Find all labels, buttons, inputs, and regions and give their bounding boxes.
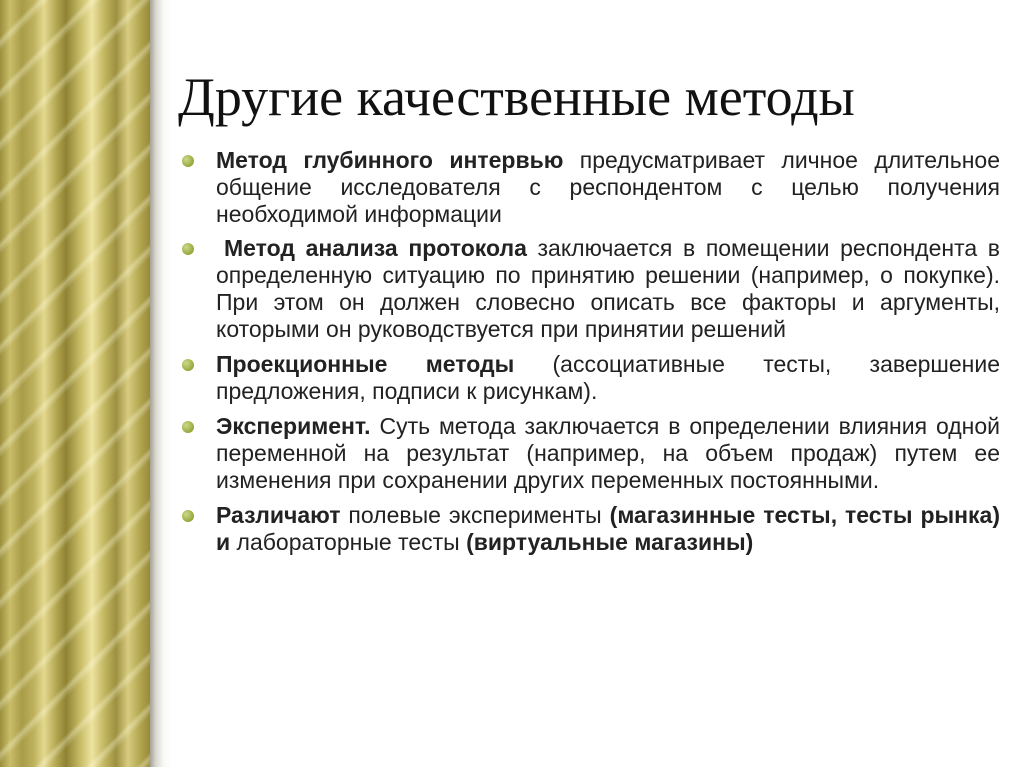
- bullet-lead: Метод анализа протокола: [224, 235, 527, 261]
- bullet-item-experiment: [180, 413, 1000, 494]
- bullet-bold-text: (магазинные тесты, тесты рынка) и: [216, 502, 1001, 555]
- bullet-icon: [182, 421, 194, 433]
- bullet-text: Суть метода заключается в определении влияния одной переменной на результат (например, на объем продаж) путем ее изменения при сохранении других переменных постоянными.: [216, 413, 1000, 493]
- slide-title: Другие качественные методы: [178, 67, 855, 127]
- bullet-icon: [182, 155, 194, 167]
- bullet-icon: [182, 510, 194, 522]
- bullet-lead: Эксперимент.: [216, 413, 371, 439]
- bullet-text: заключается в помещении респондента в определенную ситуацию по принятию решении (например, о покупке). При этом он должен словесно описать все факторы и аргументы, которыми он руководствуется при принятии решений: [216, 235, 1000, 342]
- bullet-lead: Метод глубинного интервью: [216, 147, 564, 173]
- bullet-lead: Проекционные методы: [216, 351, 515, 377]
- border-shadow: [150, 0, 172, 767]
- bullet-text: (ассоциативные тесты, завершение предложения, подписи к рисункам).: [216, 351, 1000, 404]
- bullet-bold-text: (виртуальные магазины): [466, 529, 754, 555]
- bullet-text: лабораторные тесты: [230, 529, 467, 555]
- bullet-list: [180, 147, 1000, 564]
- decorative-gold-border: [0, 0, 150, 767]
- bullet-icon: [182, 359, 194, 371]
- bullet-text: предусматривает личное длительное общение исследователя с респондентом с целью получения необходимой информации: [216, 147, 1000, 227]
- bullet-item-projective-methods: [180, 351, 1000, 405]
- bullet-lead: Различают: [216, 502, 341, 528]
- bullet-item-depth-interview: [180, 147, 1000, 228]
- bullet-text: полевые эксперименты: [340, 502, 610, 528]
- bullet-item-experiment-types: [180, 502, 1000, 556]
- bullet-item-protocol-analysis: [180, 235, 1000, 343]
- bullet-icon: [182, 243, 194, 255]
